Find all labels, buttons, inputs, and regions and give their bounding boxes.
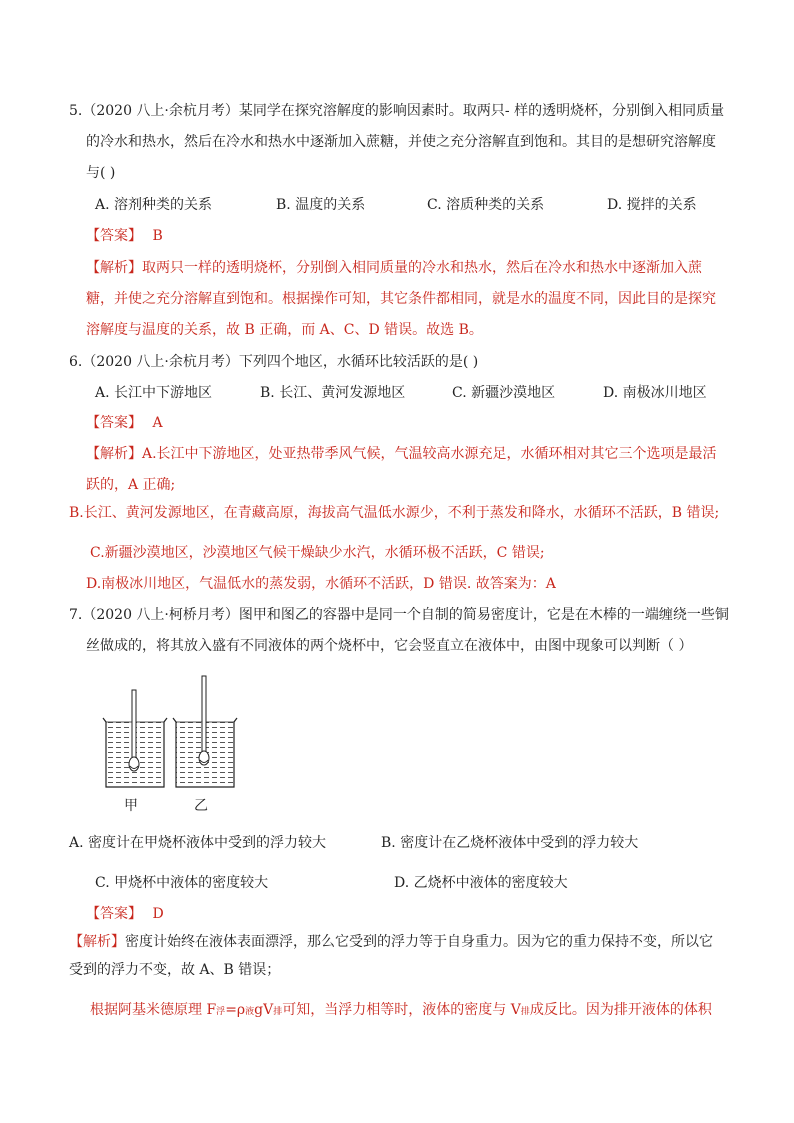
q5-analysis-text-1: 取两只一样的透明烧杯，分别倒入相同质量的冷水和热水，然后在冷水和热水中逐渐加入蔗 [142,260,702,276]
formula-post: 成反比。因为排开液体的体积 [529,1002,712,1018]
q6-analysis-line-2: 跃的，A 正确; [86,477,176,493]
q6-analysis-line-1 [86,444,717,464]
hydrometer-figure-svg [100,670,240,820]
q7-analysis-label: 【解析】 [69,934,125,950]
q7-stem-line-1: 7.（2020 八上·柯桥月考）图甲和图乙的容器中是同一个自制的简易密度计，它是在木棒的一端缠绕一些铜 [69,607,729,623]
q7-option-a: A. 密度计在甲烧杯液体中受到的浮力较大 [69,835,327,851]
q7-answer-label: 【答案】 [86,906,142,922]
q5-option-a: A. 溶剂种类的关系 [95,197,213,213]
q7-analysis-line-1 [69,932,713,952]
q7-option-d: D. 乙烧杯中液体的密度较大 [394,875,568,891]
q6-answer-label: 【答案】 [86,415,142,431]
q6-option-d: D. 南极冰川地区 [603,385,707,401]
formula-mid2: gV [254,1002,274,1018]
q5-stem-line-3: 与( ) [86,165,116,181]
q7-answer-value: D [152,906,164,922]
q7-analysis-line-2: 受到的浮力不变，故 A、B 错误； [69,962,281,978]
q6-stem-line-1: 6.（2020 八上·余杭月考）下列四个地区，水循环比较活跃的是( ) [69,354,479,370]
q6-option-a: A. 长江中下游地区 [95,385,213,401]
q6-answer [86,413,163,433]
q6-analysis-label: 【解析】 [86,446,142,462]
q6-analysis-line-5: D.南极冰川地区，气温低水的蒸发弱，水循环不活跃，D 错误. 故答案为：A [86,576,556,592]
figure-label-jia: 甲 [124,798,138,814]
q7-answer [86,904,164,924]
q6-analysis-line-4: C.新疆沙漠地区，沙漠地区气候干燥缺少水汽，水循环极不活跃，C 错误; [90,545,545,561]
q5-analysis-label: 【解析】 [86,260,142,276]
q5-stem-line-1: 5.（2020 八上·余杭月考）某同学在探究溶解度的影响因素时。取两只- 样的透明烧杯，分别倒入相同质量 [69,103,725,119]
q7-analysis-text-1: 密度计始终在液体表面漂浮，那么它受到的浮力等于自身重力。因为它的重力保持不变，所以它 [125,934,713,950]
beaker-jia [103,690,167,787]
q5-stem-line-2: 的冷水和热水，然后在冷水和热水中逐渐加入蔗糖，并使之充分溶解直到饱和。其目的是想研究溶解度 [86,134,716,150]
q6-analysis-line-3: B.长江、黄河发源地区，在青藏高原，海拔高气温低水源少，不利于蒸发和降水，水循环不活跃，B 错误; [69,505,720,521]
q5-option-b: B. 温度的关系 [276,197,366,213]
hydrometer-figure [100,670,240,820]
q7-option-c: C. 甲烧杯中液体的密度较大 [95,875,269,891]
q5-answer [86,226,163,246]
formula-mid3: 可知，当浮力相等时，液体的密度与 V [282,1002,521,1018]
formula-sub-fu: 浮 [216,1007,226,1017]
hydrometer-jia [132,690,136,760]
q5-analysis-line-1 [86,258,702,278]
q5-analysis-line-3: 溶解度与温度的关系，故 B 正确，而 A、C、D 错误。故选 B。 [86,322,483,338]
formula-mid1: =ρ [225,1002,246,1018]
figure-label-yi: 乙 [194,798,208,814]
q5-analysis-line-2: 糖，并使之充分溶解直到饱和。根据操作可知，其它条件都相同，就是水的温度不同，因此目的是探究 [86,291,716,307]
beaker-yi [173,676,237,787]
q6-answer-value: A [152,415,163,431]
formula-sub-pai-2: 排 [520,1007,530,1017]
q7-stem-line-2: 丝做成的，将其放入盛有不同液体的两个烧杯中，它会竖直立在液体中，由图中现象可以判断（ ） [86,638,693,654]
q5-answer-value: B [152,228,163,244]
q6-option-c: C. 新疆沙漠地区 [452,385,556,401]
hydrometer-yi [202,676,206,760]
q6-analysis-text-1: A.长江中下游地区，处亚热带季风气候，气温较高水源充足，水循环相对其它三个选项是最活 [142,446,717,462]
formula-sub-pai-1: 排 [273,1007,283,1017]
q5-answer-label: 【答案】 [86,228,142,244]
q6-option-b: B. 长江、黄河发源地区 [260,385,406,401]
q5-option-d: D. 搅拌的关系 [607,197,697,213]
formula-pre: 根据阿基米德原理 F [90,1002,217,1018]
formula-sub-ye: 液 [245,1007,255,1017]
q7-option-b: B. 密度计在乙烧杯液体中受到的浮力较大 [381,835,639,851]
q5-option-c: C. 溶质种类的关系 [427,197,545,213]
q7-analysis-formula-line [90,1000,712,1022]
